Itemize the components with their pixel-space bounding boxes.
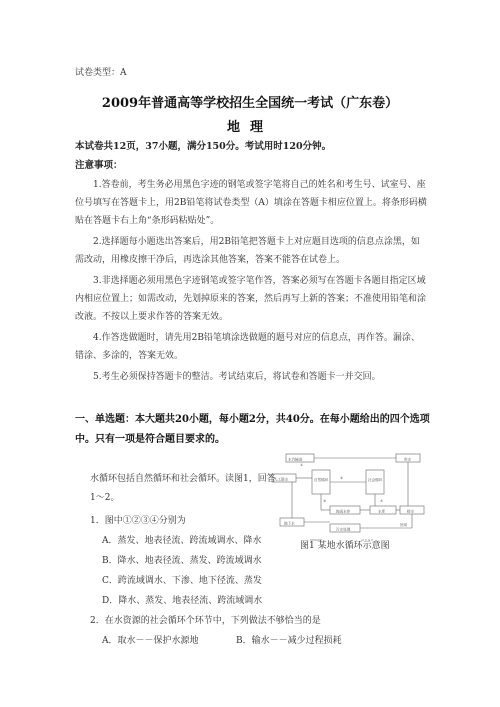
subject-title: 地理 — [226, 120, 273, 135]
notice-heading: 注意事项： — [75, 160, 123, 171]
question-1-option-a: A．蒸发、地表径流、跨流域调水、降水 — [102, 536, 262, 546]
diagram-marker: ② — [340, 476, 344, 480]
diagram-box-natural-cycle — [312, 470, 330, 494]
question-1-option-d: D．降水、蒸发、地表径流、跨流域调水 — [102, 596, 263, 606]
question-1-stem: 1．图中①②③④分别为 — [90, 516, 186, 526]
diagram-marker: ③ — [323, 499, 327, 503]
exam-title: 2009年普通高等学校招生全国统一考试（广东卷） — [101, 96, 399, 111]
notice-list — [75, 176, 427, 389]
question-2-option-a: A．取水－－保护水源地 — [102, 636, 199, 646]
question-intro: 水循环包括自然循环和社会循环。读图1，回答1～2。 — [90, 474, 276, 503]
diagram-label: 社会循环 — [368, 478, 383, 482]
notice-item: 4.作答选做题时，请先用2B铅笔填涂选做题的题号对应的信息点，再作答。漏涂、错涂、多涂的，答案无效。 — [75, 333, 420, 361]
section-heading: 一、单选题：本大题共20小题，每小题2分，共40分。在每小题给出的四个选项中。只有一项是符合题目要求的。 — [75, 414, 430, 445]
diagram-label: 自然循环 — [314, 478, 329, 482]
notice-item: 5.考生必须保持答题卡的整洁。考试结束后，将试卷和答题卡一并交回。 — [93, 372, 381, 382]
exam-type: 试卷类型：A — [75, 68, 127, 78]
diagram-label: 水库 — [378, 509, 386, 514]
diagram-marker: ① — [300, 463, 304, 467]
diagram-marker: ④ — [380, 499, 384, 503]
diagram-label: 地下水 — [284, 521, 295, 526]
notice-item: 1.答卷前，考生务必用黑色字迹的钢笔或签字笔将自己的姓名和考生号、试室号、座位号填写在答题卡上，用2B铅笔将试卷类型（A）填涂在答题卡相应位置上。将条形码横贴在答题卡右上角“条形码粘贴处”。 — [75, 180, 427, 226]
exam-info: 本试卷共12页，37小题，满分150分。考试用时120分钟。 — [75, 141, 332, 152]
question-2-stem: 2．在水资源的社会循环个环节中，下列做法不够恰当的是 — [90, 616, 321, 626]
question-2-option-b: B．输水－－减少过程损耗 — [236, 636, 342, 646]
notice-item: 3.非选择题必须用黑色字迹钢笔或签字笔作答，答案必须写在答题卡各题目指定区域内相应位置上；如需改动，先划掉原来的答案，然后再写上新的答案；不准使用铅笔和涂改液。不按以上要求作答的答案无效。 — [75, 276, 427, 322]
question-1-option-c: C．跨流域调水、下渗、地下径流、蒸发 — [102, 576, 262, 586]
notice-item: 2.选择题每小题选出答案后，用2B铅笔把答题卡上对应题目选项的信息点涂黑，如需改动，用橡皮擦干净后，再选涂其他答案，答案不能答在试卷上。 — [75, 237, 420, 265]
diagram-label: 回用 — [400, 523, 408, 527]
diagram-label: 地表水体 — [336, 509, 351, 514]
diagram-box-social-cycle — [366, 470, 384, 494]
diagram-label: 用水 — [404, 457, 412, 462]
diagram-label: 人工降水 — [274, 477, 289, 482]
figure-caption: 图1 某地水循环示意图 — [300, 541, 390, 551]
diagram-label: 排水 — [407, 509, 415, 514]
diagram-label: 水汽输送 — [288, 457, 303, 462]
question-1-option-b: B．降水、地表径流、蒸发、跨流域调水 — [102, 556, 262, 566]
diagram-label: 污水处理 — [336, 527, 351, 532]
